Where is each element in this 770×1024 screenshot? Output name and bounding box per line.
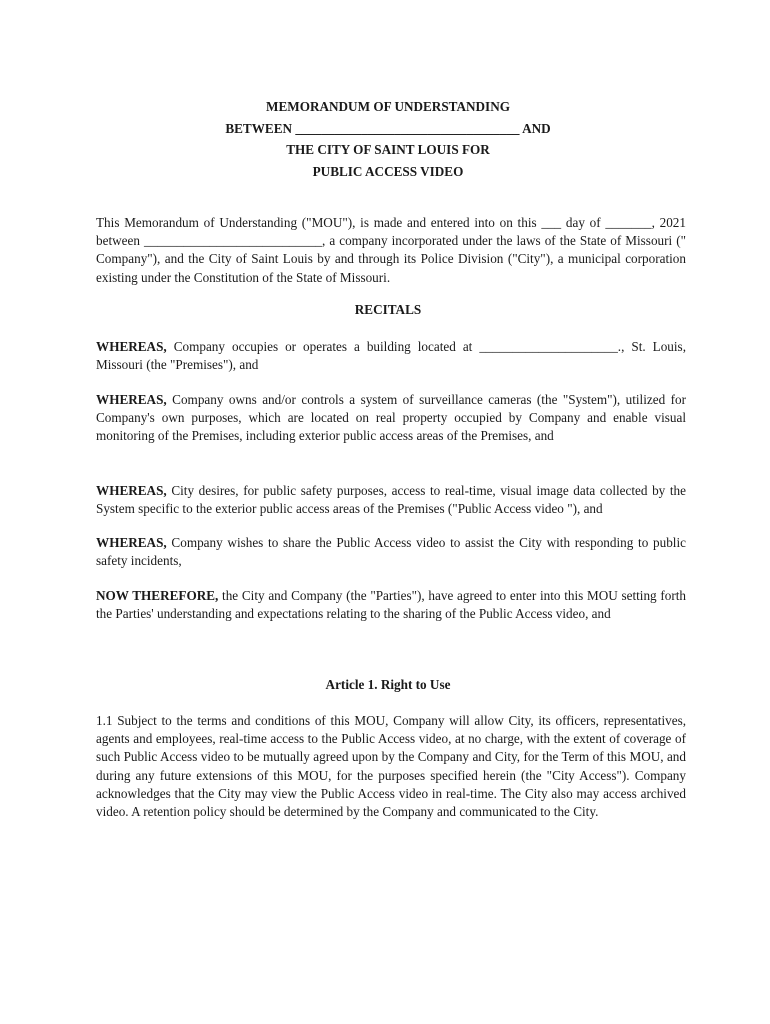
recital-text: the City and Company (the "Parties"), have agreed to enter into this MOU setting forth the Parties' understanding and expectations relating to the sharing of the Public Access video, and: [96, 588, 686, 622]
title-line-1: MEMORANDUM OF UNDERSTANDING: [266, 99, 510, 114]
recitals-heading: RECITALS: [354, 302, 422, 317]
recital-text: Company wishes to share the Public Access video to assist the City with responding to public safety incidents,: [96, 535, 686, 569]
title-line-4: PUBLIC ACCESS VIDEO: [312, 163, 464, 179]
recital-paragraph-4: [96, 534, 686, 570]
now-therefore-paragraph: [96, 587, 686, 623]
title-line-2: BETWEEN __________________________________ AND: [225, 120, 551, 136]
document-title: [0, 96, 770, 182]
recital-paragraph-1: [96, 338, 686, 374]
intro-paragraph: This Memorandum of Understanding ("MOU"), is made and entered into on this ___ day of _______, 2021 between ___________________________, a company incorporated under the laws of the State of Missouri (" Company"), and the City of Saint Louis by and through its Police Division ("City"), a municipal corporation existing under the Constitution of the State of Missouri.: [96, 215, 686, 285]
recital-text: City desires, for public safety purposes, access to real-time, visual image data collected by the System specific to the exterior public access areas of the Premises ("Public Access video "), and: [96, 483, 686, 517]
recital-lead: WHEREAS,: [96, 339, 167, 354]
title-line-3: THE CITY OF SAINT LOUIS FOR: [286, 142, 490, 157]
recital-paragraph-3: [96, 482, 686, 518]
recital-text: Company owns and/or controls a system of surveillance cameras (the "System"), utilized for Company's own purposes, which are located on real property occupied by Company and enable visual monitoring of the Premises, including exterior public access areas of the Premises, and: [96, 392, 686, 444]
recital-paragraph-2: [96, 391, 686, 446]
recital-lead: WHEREAS,: [96, 483, 167, 498]
article-1-section-1-1: 1.1 Subject to the terms and conditions of this MOU, Company will allow City, its officers, representatives, agents and employees, real-time access to the Public Access video, at no charge, with the extent of coverage of such Public Access video to be mutually agreed upon by the Company and City, for the Term of this MOU, and during any future extensions of this MOU, for the purposes specified herein (the "City Access"). Company acknowledges that the City may view the Public Access video in real-time. The City also may access archived video. A retention policy should be determined by the Company and communicated to the City.: [96, 713, 686, 820]
recital-lead: WHEREAS,: [96, 535, 167, 550]
recital-lead: WHEREAS,: [96, 392, 167, 407]
recital-text: Company occupies or operates a building located at _____________________., St. Louis, Missouri (the "Premises"), and: [96, 339, 686, 373]
recital-lead: NOW THEREFORE,: [96, 588, 219, 603]
article-1-heading: Article 1. Right to Use: [325, 677, 451, 692]
